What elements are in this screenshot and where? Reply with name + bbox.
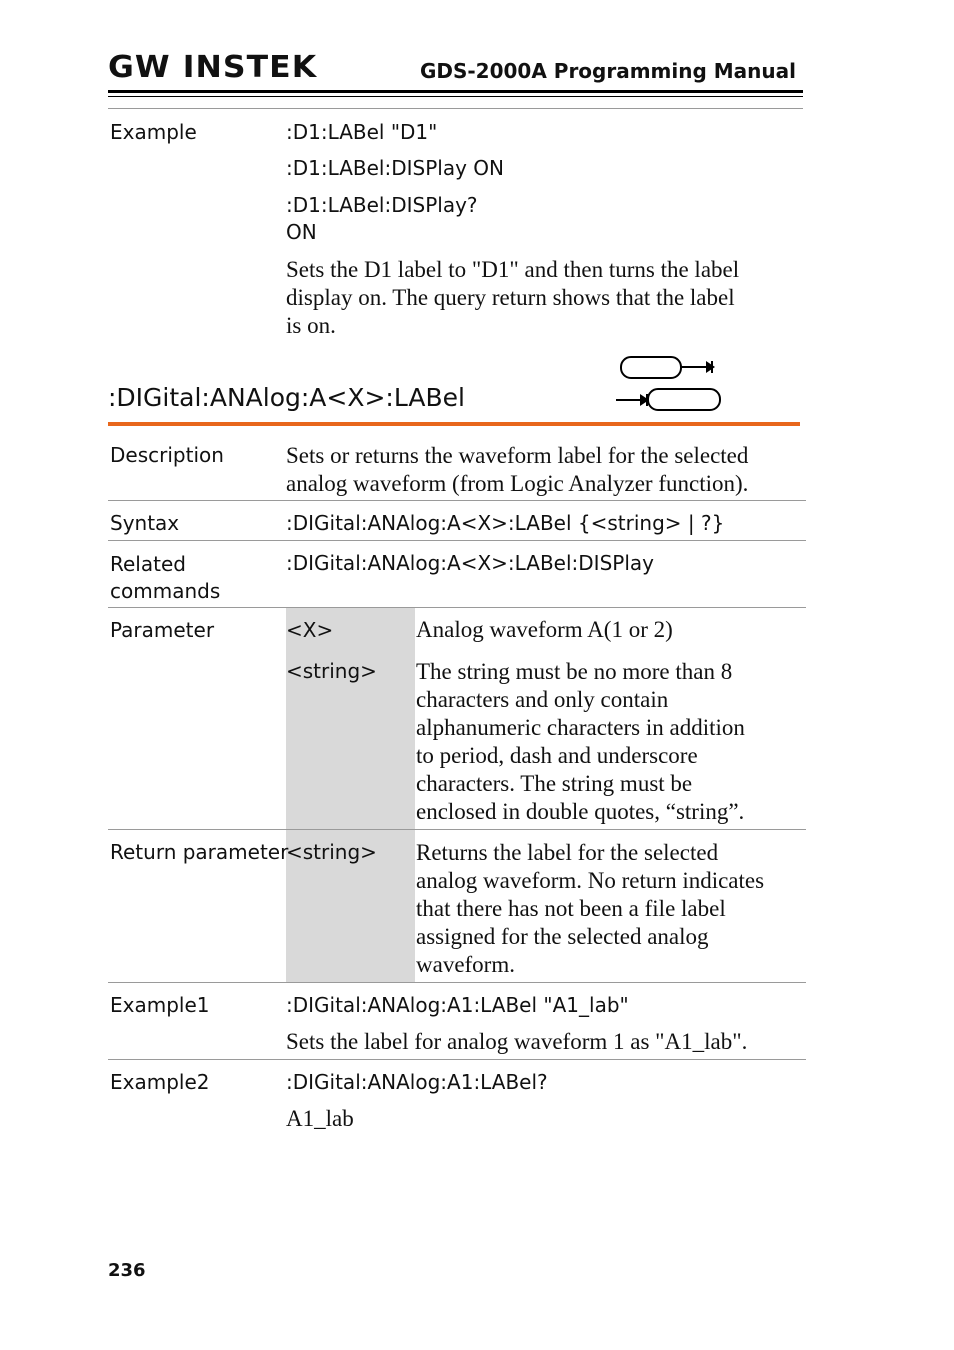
example-command-1: :D1:LABel "D1" (286, 120, 438, 144)
param-x-description: Analog waveform A(1 or 2) (416, 617, 673, 642)
param-string-line: characters. The string must be (416, 771, 693, 796)
description-line: analog waveform (from Logic Analyzer function). (286, 471, 749, 496)
section-title: :DIGital:ANAlog:A<X>:LABel (108, 383, 465, 412)
return-parameter-label: Return parameter (110, 840, 289, 864)
related-command: :DIGital:ANAlog:A<X>:LABel:DISPlay (286, 551, 654, 575)
example2-label: Example2 (110, 1070, 210, 1094)
example-response: ON (286, 220, 317, 244)
top-divider (108, 108, 803, 109)
parameter-label: Parameter (110, 618, 215, 642)
example1-description: Sets the label for analog waveform 1 as "A1_lab". (286, 1029, 748, 1054)
example-label: Example (110, 120, 197, 144)
description-label: Description (110, 443, 224, 467)
row-divider (108, 1059, 806, 1060)
example2-response: A1_lab (286, 1106, 354, 1131)
row-divider (108, 607, 806, 608)
return-line: analog waveform. No return indicates (416, 868, 765, 893)
row-divider (108, 829, 806, 830)
syntax-text: :DIGital:ANAlog:A<X>:LABel {<string> | ?} (286, 511, 725, 535)
related-label-line: Related (110, 552, 186, 576)
syntax-label: Syntax (110, 511, 180, 535)
related-label-line: commands (110, 579, 221, 603)
example2-command: :DIGital:ANAlog:A1:LABel? (286, 1070, 548, 1094)
header-rule-thick (108, 90, 803, 93)
row-divider (108, 982, 806, 983)
brand-logo: GW INSTEK (108, 50, 318, 85)
param-string-line: The string must be no more than 8 (416, 659, 733, 684)
example-description-line: is on. (286, 313, 336, 338)
param-string-line: characters and only contain (416, 687, 669, 712)
set-query-arrows-icon (612, 354, 724, 414)
example-description-line: display on. The query return shows that the label (286, 285, 735, 310)
param-string-name: <string> (286, 659, 377, 683)
param-string-line: alphanumeric characters in addition (416, 715, 745, 740)
example-description (286, 256, 739, 340)
row-divider (108, 500, 806, 501)
param-string-line: to period, dash and underscore (416, 743, 698, 768)
param-string-line: enclosed in double quotes, “string”. (416, 799, 745, 824)
return-description (416, 839, 764, 979)
description-text (286, 442, 748, 498)
example-command-2: :D1:LABel:DISPlay ON (286, 156, 504, 180)
param-string-description (416, 658, 745, 826)
example-description-line: Sets the D1 label to "D1" and then turns the label (286, 257, 740, 282)
return-name: <string> (286, 840, 377, 864)
example1-label: Example1 (110, 993, 210, 1017)
return-line: assigned for the selected analog (416, 924, 709, 949)
return-line: waveform. (416, 952, 515, 977)
description-line: Sets or returns the waveform label for the selected (286, 443, 749, 468)
related-commands-label (110, 551, 220, 605)
param-x-name: <X> (286, 618, 334, 642)
page-number: 236 (108, 1260, 146, 1281)
example1-command: :DIGital:ANAlog:A1:LABel "A1_lab" (286, 993, 629, 1017)
manual-title: GDS-2000A Programming Manual (419, 59, 796, 83)
example-command-3: :D1:LABel:DISPlay? (286, 193, 478, 217)
return-line: Returns the label for the selected (416, 840, 719, 865)
return-line: that there has not been a file label (416, 896, 726, 921)
header-rule-thin (108, 96, 803, 97)
section-underline (108, 422, 800, 426)
row-divider (108, 540, 806, 541)
